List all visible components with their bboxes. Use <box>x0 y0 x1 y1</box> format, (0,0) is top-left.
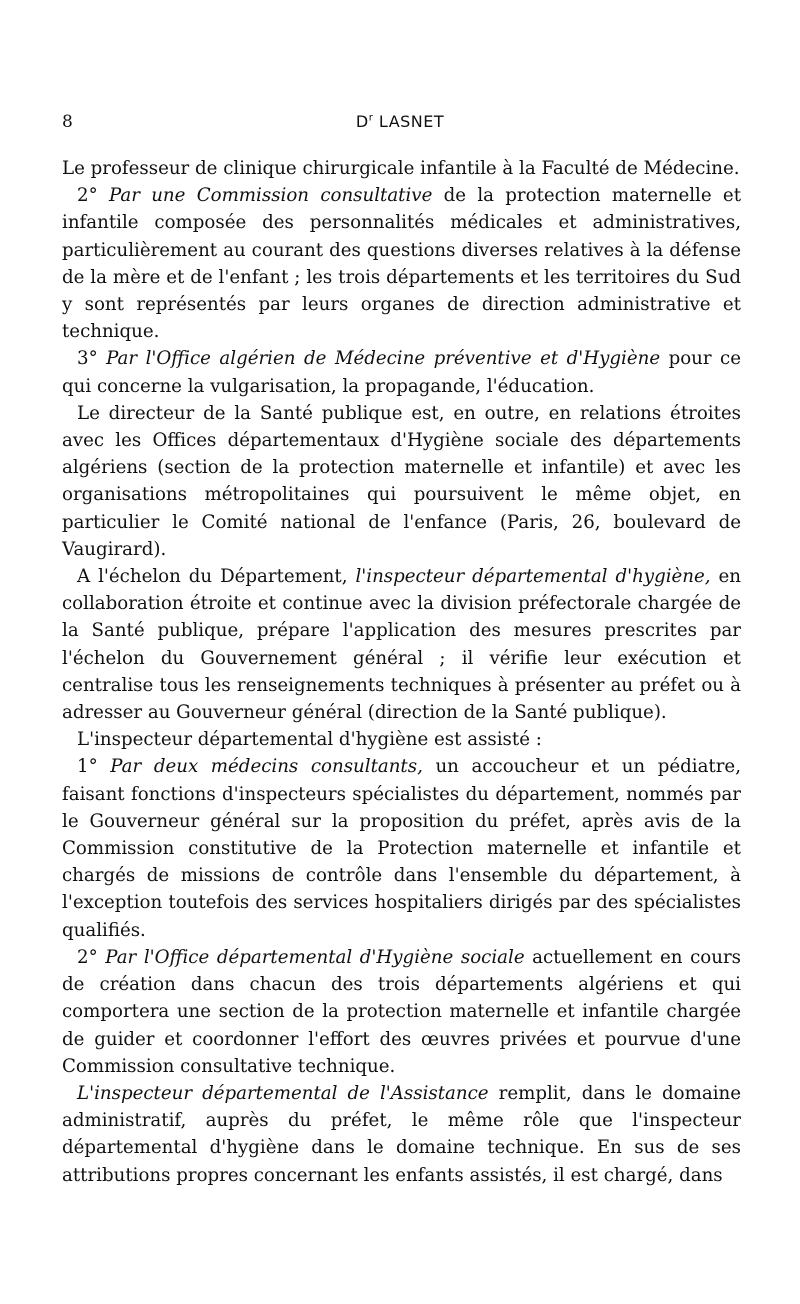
paragraph-emphasis: Par l'Office départemental d'Hygiène sociale <box>105 946 525 968</box>
paragraph-text-after: pour ce qui concerne la vulgarisation, la propagande, l'éducation. <box>62 348 741 397</box>
author-prefix: D <box>355 112 369 131</box>
paragraph <box>62 563 741 726</box>
paragraph <box>62 182 741 345</box>
paragraph-text-after: de la protection maternelle et infantile composée des personnalités médicales et administratives, particulièrement au courant des questions diverses relatives à la défense de la mère et de l'enfant ; les trois départements et les territoires du Sud y sont représentés par leurs organes de direction administrative et technique. <box>62 185 742 343</box>
paragraph-text: 3° <box>77 348 107 370</box>
paragraph-emphasis: Par une Commission consultative <box>108 185 433 207</box>
page-number: 8 <box>62 112 73 132</box>
running-head <box>62 112 738 131</box>
paragraph <box>62 726 741 753</box>
body-text <box>62 155 741 1189</box>
paragraph <box>62 155 741 182</box>
paragraph-text-after: en collaboration étroite et continue avec la division préfectorale chargée de la Santé publique, prépare l'application des mesures prescrites par l'échelon du Gouvernement général ; il vérifie leur exécution et centralise tous les renseignements techniques à présenter au préfet ou à adresser au Gouverneur général (direction de la Santé publique). <box>62 566 741 724</box>
paragraph <box>62 753 741 943</box>
paragraph-text: 2° <box>77 185 109 207</box>
paragraph-text-after: un accoucheur et un pédiatre, faisant fonctions d'inspecteurs spécialistes du département, nommés par le Gouverneur général sur la proposition du préfet, après avis de la Commission constitutive de la Protection maternelle et infantile et chargés de missions de contrôle dans l'ensemble du département, à l'exception toutefois des services hospitaliers dirigés par des spécialistes qualifiés. <box>62 756 741 941</box>
page-header <box>62 112 738 140</box>
paragraph-text: 2° <box>77 946 106 968</box>
paragraph-text: Le professeur de clinique chirurgicale infantile à la Faculté de Médecine. <box>62 158 740 179</box>
paragraph-text-after: actuellement en cours de création dans chacun des trois départements algériens et qui comportera une section de la protection maternelle et infantile chargée de guider et coordonner l'effort des œuvres privées et pourvue d'une Commission consultative technique. <box>62 946 741 1077</box>
paragraph-text: Le directeur de la Santé publique est, en outre, en relations étroites avec les Offices départementaux d'Hygiène sociale des départements algériens (section de la protection maternelle et infantile) et avec les organisations métropolitaines qui poursuivent le même objet, en particulier le Comité national de l'enfance (Paris, 26, boulevard de Vaugirard). <box>62 402 741 560</box>
paragraph-text: A l'échelon du Département, <box>77 566 356 588</box>
paragraph-emphasis: l'inspecteur départemental d'hygiène, <box>355 566 711 588</box>
paragraph-text: L'inspecteur départemental d'hygiène est assisté : <box>77 729 542 751</box>
paragraph <box>62 1080 741 1189</box>
paragraph-emphasis: Par l'Office algérien de Médecine préventive et d'Hygiène <box>106 348 661 370</box>
paragraph <box>62 400 741 563</box>
author-name: LASNET <box>378 112 445 131</box>
paragraph-emphasis: L'inspecteur départemental de l'Assistance <box>77 1082 489 1104</box>
paragraph <box>62 944 741 1080</box>
paragraph-text: 1° <box>77 756 111 778</box>
author-prefix-sup: r <box>368 112 374 124</box>
paragraph-text-after: remplit, dans le domaine administratif, auprès du préfet, le même rôle que l'inspecteur départemental d'hygiène dans le domaine technique. En sus de ses attributions propres concernant les enfants assistés, il est chargé, dans <box>62 1082 741 1186</box>
paragraph-emphasis: Par deux médecins consultants, <box>110 756 423 778</box>
paragraph <box>62 345 741 399</box>
